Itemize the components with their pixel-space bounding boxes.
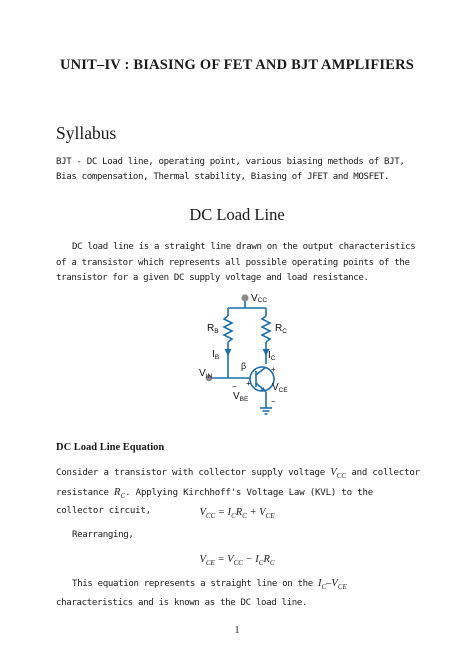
vbe-minus-sign: − (232, 382, 237, 391)
rb-label: $R_B$ (207, 323, 219, 335)
ib-label: $I_B$ (212, 349, 220, 361)
vce-plus-sign: + (271, 365, 276, 374)
rb-resistor (224, 316, 232, 342)
vce-minus-sign: − (271, 397, 276, 406)
vce-label: $V_{CE}$ (272, 382, 288, 394)
unit-title: UNIT–IV : BIASING OF FET AND BJT AMPLIFIERS (59, 57, 415, 73)
vcc-symbol: $V_{CC}$ (330, 467, 347, 481)
beta-label: β (241, 361, 247, 371)
vcc-label: VCC (251, 293, 268, 304)
kvl-paragraph: Consider a transistor with collector supply voltage $V_{CC}$ and collector resistance $R_C$. Applying Kirchhoff's Voltage Law (KVL) to the collector circuit, (56, 467, 420, 517)
rearranging-text: Rearranging, (72, 530, 134, 540)
transistor-circuit-diagram (195, 286, 295, 416)
equation-load-line: $V_{CE} = V_{CC} - I_CR_C$ (199, 554, 275, 568)
rc-symbol: $R_C$ (114, 486, 126, 500)
vbe-plus-sign: + (246, 379, 251, 388)
vin-label: $V_{IN}$ (199, 368, 213, 380)
ib-arrow-icon (225, 349, 232, 356)
page-number: 1 (234, 625, 240, 636)
rc-resistor (262, 316, 270, 342)
rc-label: $R_C$ (275, 323, 287, 335)
load-line-conclusion-paragraph: This equation represents a straight line on the $I_C-V_{CE}$ characteristics and is known as the DC load line. (56, 578, 347, 608)
syllabus-text: BJT - DC Load line, operating point, various biasing methods of BJT, Bias compensation, Thermal stability, Biasing of JFET and MOSFET. (56, 157, 405, 182)
vcc-terminal (242, 295, 248, 301)
equation-section-heading: DC Load Line Equation (56, 442, 165, 453)
equation-kvl: $V_{CC} = I_CR_C + V_{CE}$ (199, 507, 275, 521)
vbe-label: $V_{BE}$ (233, 391, 249, 403)
dc-load-line-paragraph: DC load line is a straight line drawn on the output characteristics of a transistor which represents all possible operating points of the transistor for a given DC supply voltage and load resistance. (56, 242, 416, 283)
ic-label: $I_C$ (268, 350, 276, 362)
dc-load-line-heading: DC Load Line (189, 205, 285, 224)
syllabus-heading: Syllabus (56, 123, 117, 143)
